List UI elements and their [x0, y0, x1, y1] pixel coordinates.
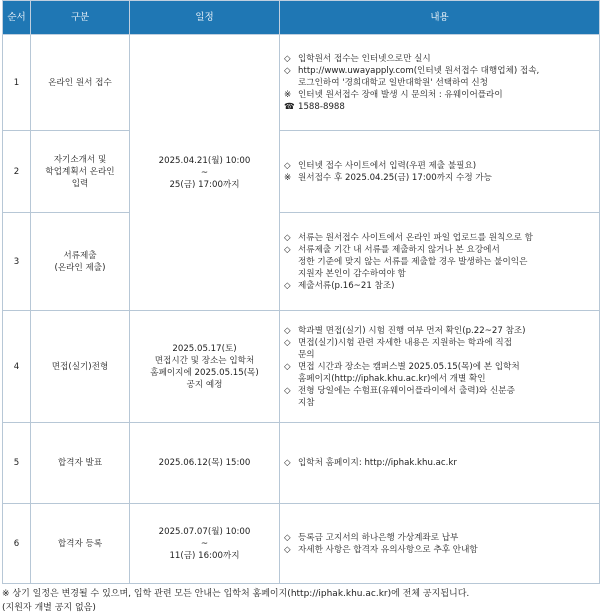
row-content	[280, 35, 600, 131]
list-item: ◇ 전형 당일에는 수험표(유웨이어플라이에서 출력)와 신분증	[284, 385, 515, 396]
row-category: 온라인 원서 접수	[31, 35, 130, 131]
row-number: 5	[3, 423, 31, 504]
row-number: 1	[3, 35, 31, 131]
row-number: 6	[3, 504, 31, 584]
schedule-start: 2025.04.21(월) 10:00	[158, 155, 251, 166]
table-row	[3, 423, 600, 504]
footnote-line: ※ 상기 일정은 변경될 수 있으며, 입학 관련 모든 안내는 입학처 홈페이지(http://iphak.khu.ac.kr)에 전체 공지됩니다.	[2, 589, 470, 599]
list-item: ◇ http://www.uwayapply.com(인터넷 원서접수 대행업체) 접속,	[284, 65, 540, 76]
schedule-tilde: ~	[200, 167, 209, 178]
row-content	[280, 311, 600, 423]
list-item: 홈페이지(http://iphak.khu.ac.kr)에서 개별 확인	[298, 373, 486, 384]
list-item: 문의	[298, 349, 315, 360]
list-item: ◇ 입학원서 접수는 인터넷으로만 실시	[284, 53, 431, 64]
list-item: ※ 원서접수 후 2025.04.25(금) 17:00까지 수정 가능	[284, 172, 492, 183]
header-num: 순서	[3, 1, 31, 35]
list-item: 지참	[298, 397, 315, 408]
table-header-row	[3, 1, 600, 35]
admission-schedule-table	[2, 0, 600, 584]
list-item: 로그인하여 '경희대학교 일반대학원' 선택하여 신청	[298, 77, 488, 88]
table-row	[3, 311, 600, 423]
table-row	[3, 35, 600, 131]
row-schedule: 2025.06.12(목) 15:00	[130, 423, 280, 504]
list-item: ☎ 1588-8988	[284, 101, 345, 112]
row-category: 자기소개서 및 학업계획서 온라인 입력	[31, 131, 130, 213]
row-number: 4	[3, 311, 31, 423]
list-item: ◇ 서류는 원서접수 사이트에서 온라인 파일 업로드를 원칙으로 함	[284, 232, 533, 243]
list-item: ◇ 인터넷 접수 사이트에서 입력(우편 제출 불필요)	[284, 160, 477, 171]
table-row	[3, 504, 600, 584]
list-item: ◇ 면접 시간과 장소는 캠퍼스별 2025.05.15(목)에 본 입학처	[284, 361, 520, 372]
table-row	[3, 213, 600, 311]
schedule-end: 25(금) 17:00까지	[169, 179, 240, 190]
row-category: 합격자 등록	[31, 504, 130, 584]
row-content	[280, 423, 600, 504]
row-content	[280, 504, 600, 584]
row-schedule: 2025.07.07(월) 10:00 ~ 11(금) 16:00까지	[130, 504, 280, 584]
row-number: 2	[3, 131, 31, 213]
row-category: 면접(실기)전형	[31, 311, 130, 423]
row-category: 합격자 발표	[31, 423, 130, 504]
list-item: 지원자 본인이 감수하여야 함	[298, 268, 406, 279]
row-schedule: 2025.05.17(토) 면접시간 및 장소는 입학처 홈페이지에 2025.05.15(목) 공지 예정	[130, 311, 280, 423]
merged-schedule-cell	[130, 35, 280, 311]
phone-icon: ☎	[284, 101, 295, 112]
header-content: 내용	[280, 1, 600, 35]
header-category: 구분	[31, 1, 130, 35]
footnote-line: (지원자 개별 공지 없음)	[2, 603, 96, 613]
list-item: ◇ 입학처 홈페이지: http://iphak.khu.ac.kr	[284, 458, 457, 468]
row-number: 3	[3, 213, 31, 311]
list-item: ◇ 등록금 고지서의 하나은행 가상계좌로 납부	[284, 532, 459, 543]
list-item: ◇ 자세한 사항은 합격자 유의사항으로 추후 안내함	[284, 544, 478, 555]
list-item: ※ 인터넷 원서접수 장애 발생 시 문의처 : 유웨이어플라이	[284, 89, 503, 100]
list-item: ◇ 서류제출 기간 내 서류를 제출하지 않거나 본 요강에서	[284, 244, 500, 255]
list-item: ◇ 제출서류(p.16~21 참조)	[284, 280, 395, 291]
table-row	[3, 131, 600, 213]
row-content	[280, 213, 600, 311]
header-schedule: 일정	[130, 1, 280, 35]
row-content	[280, 131, 600, 213]
footnote	[2, 587, 600, 615]
list-item: ◇ 면접(실기)시험 관련 자세한 내용은 지원하는 학과에 직접	[284, 337, 513, 348]
row-category: 서류제출 (온라인 제출)	[31, 213, 130, 311]
list-item: 정한 기준에 맞지 않는 서류를 제출할 경우 발생하는 불이익은	[298, 256, 528, 267]
list-item: ◇ 학과별 면접(실기) 시험 진행 여부 먼저 확인(p.22~27 참조)	[284, 325, 526, 336]
